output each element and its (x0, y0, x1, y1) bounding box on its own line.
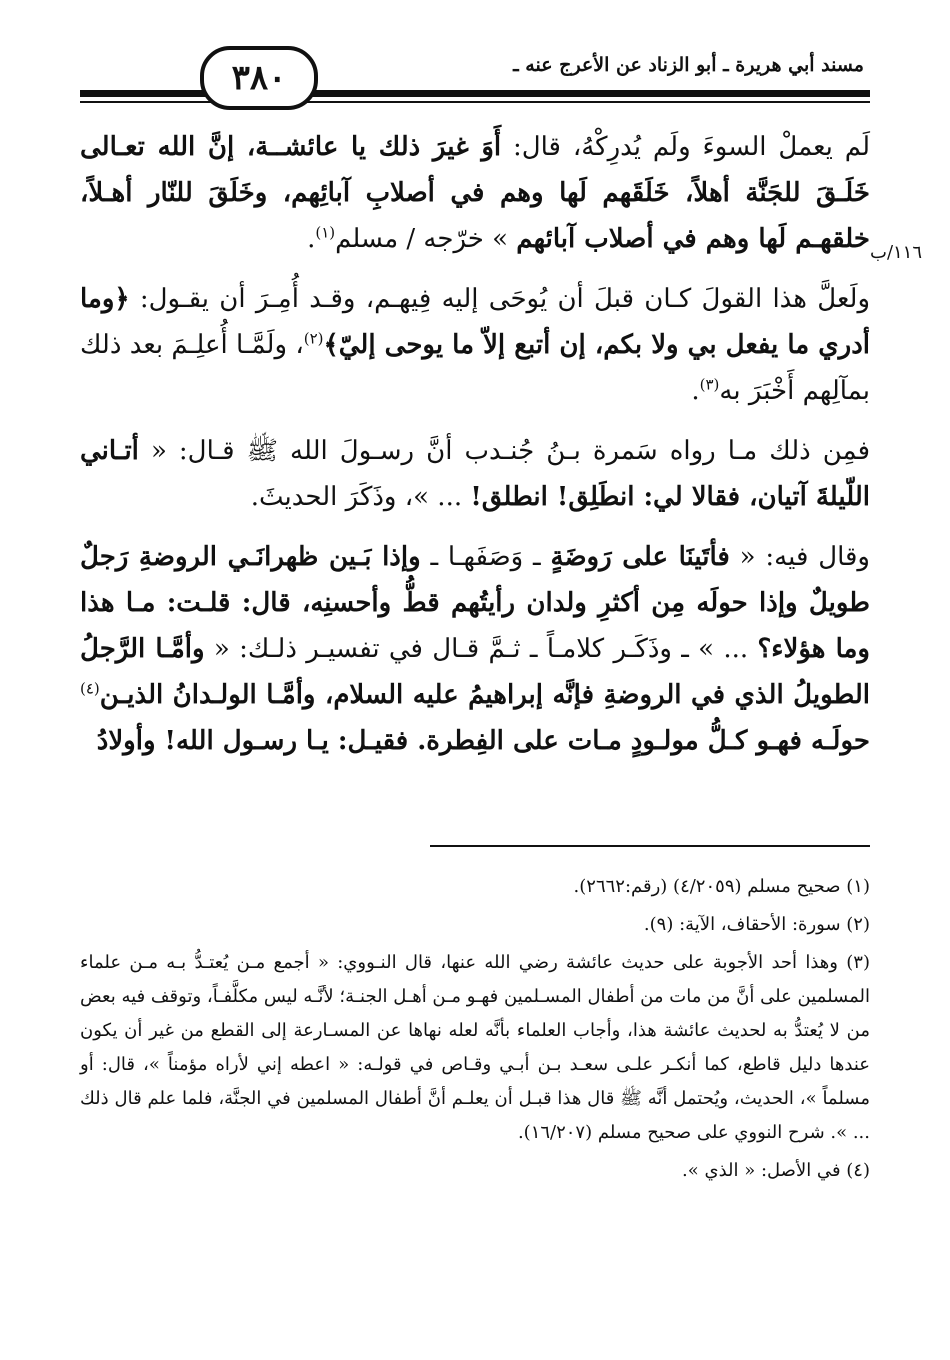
footnote-1: (١) صحيح مسلم (٤/٢٠٥٩) (رقم:٢٦٦٢). (573, 876, 870, 897)
paragraph-2 (80, 276, 870, 414)
p4-text-e: ... » ـ وذَكَـر كلامـاً ـ ثـمَّ قـال في تفسيـر ذلـك: « (204, 634, 758, 664)
p2-text-c: ، ولَمَّـا أُعلِـمَ بعد ذلك بمآلِهم أَخْبَرَ به (80, 330, 870, 406)
p1-hadith-bold: أَوَ غيرَ ذلك يا عائشــة، إنَّ الله تعـالى خَلَـقَ للجَنَّة أهلاً، خَلَقَهم لَها وهم في أصلابِ آبائِهم، وخَلَقَ للنّار أهـلاً، خلقهـم لَها وهم في أصلاب آبائهم (80, 132, 870, 254)
header-rule-thick (80, 90, 870, 97)
running-title: مسند أبي هريرة ـ أبو الزناد عن الأعرج عنه ـ (513, 54, 864, 76)
p4-hadith-bold-4: حولَـه فهـو كـلُّ مولـودٍ مـات على الفِطرة. فقيـل: يـا رسـول الله! وأولادُ (96, 726, 870, 756)
p2-text-a: ولَعلَّ هذا القولَ كـان قبلَ أن يُوحَى إليه فِيهـم، وقـد أُمِـرَ أن يقـول: (129, 284, 870, 314)
manuscript-folio-note: ١١٦/ب (870, 242, 923, 263)
footnote-4: (٤) في الأصل: « الذي ». (682, 1160, 870, 1181)
p1-text-c: » خرّجه / مسلم (335, 224, 517, 254)
footnote-3: (٣) وهذا أحد الأجوبة على حديث عائشة رضي الله عنها، قال النـووي: « أجمع مـن يُعتـدُّ بـه مـن علماء المسلمين على أنَّ من مات من أطفال المسـلمين فهـو مـن أهـل الجنـة؛ لأنَّـه ليس مكلَّفـاً، وتوقف فيه بعض من لا يُعتدُّ به لحديث عائشة هذا، وأجاب العلماء بأنَّه لعله نهاها عن المسـارعة إلى القطع من غير أن يكون عندها دليل قاطع، كما أنكـر علـى سعـد بـن أبـي وقـاص في قولـه: « اعطه إني لأراه مؤمناً »، قال: أو مسلماً »، الحديث، ويُحتمل أنَّه ﷺ قال هذا قبـل أن يعلـم أنَّ أطفال المسلمين في الجنَّة، فلما علم قال ذلك ... ». شرح النووي على صحيح مسلم (١٦/٢٠٧). (80, 952, 870, 1143)
p3-text-a: فمِن ذلك مـا رواه سَمرة بـنُ جُنـدب أنَّ رسـولَ الله ﷺ قـال: « (138, 436, 870, 466)
p2-end: . (691, 376, 700, 406)
p2-quran-verse: ﴿وما أدري ما يفعل بي ولا بكم، إن أتبع إلاّ ما يوحى إليّ﴾ (80, 284, 871, 360)
page-number: ٣٨٠ (231, 58, 287, 98)
paragraph-4 (80, 534, 870, 764)
p4-hadith-bold-3: وأمَّـا الرَّجلُ الطويلُ الذي في الروضةِ فإنَّه إبراهيمُ عليه السلام، وأمَّـا الولـدانُ الذيـن (80, 634, 870, 710)
footnote-ref-3[interactable]: (٣) (699, 375, 720, 394)
paragraph-3 (80, 428, 870, 520)
main-text (80, 124, 870, 778)
p3-hadith-bold: أتـاني اللّيلةَ آتيان، فقالا لي: انطَلِق! انطلق! (80, 436, 870, 512)
p4-hadith-bold-2: وإذا بَـين ظهرانَـي الروضةِ رَجلٌ طويلٌ وإذا حولَه مِن أكثرِ ولدان رأيتُهم قطُّ وأحسنِه، قال: قلـت: مـا هذا وما هؤلاء؟ (80, 542, 870, 664)
footnote-2: (٢) سورة: الأحقاف، الآية: (٩). (643, 914, 870, 935)
footnotes (80, 870, 870, 1192)
p4-hadith-bold-1: فأتَينَا على رَوضَةٍ (550, 542, 730, 572)
page-number-frame (200, 46, 318, 110)
page-header (80, 40, 870, 110)
p1-text-a: لَم يعملْ السوءَ ولَم يُدرِكْهُ، قال: (501, 132, 870, 162)
header-rule-thin (80, 101, 870, 103)
footnote-separator (430, 845, 870, 847)
paragraph-1 (80, 124, 870, 262)
footnote-ref-1[interactable]: (١) (315, 223, 336, 242)
p1-end: . (307, 224, 316, 254)
footnote-ref-2[interactable]: (٢) (303, 329, 324, 348)
p4-text-a: وقال فيه: « (729, 542, 870, 572)
p3-text-c: ... »، وذَكَرَ الحديثَ. (250, 482, 471, 512)
p4-text-c: ـ وَصَفَهـا ـ (420, 542, 551, 572)
footnote-ref-4[interactable]: (٤) (80, 679, 100, 698)
